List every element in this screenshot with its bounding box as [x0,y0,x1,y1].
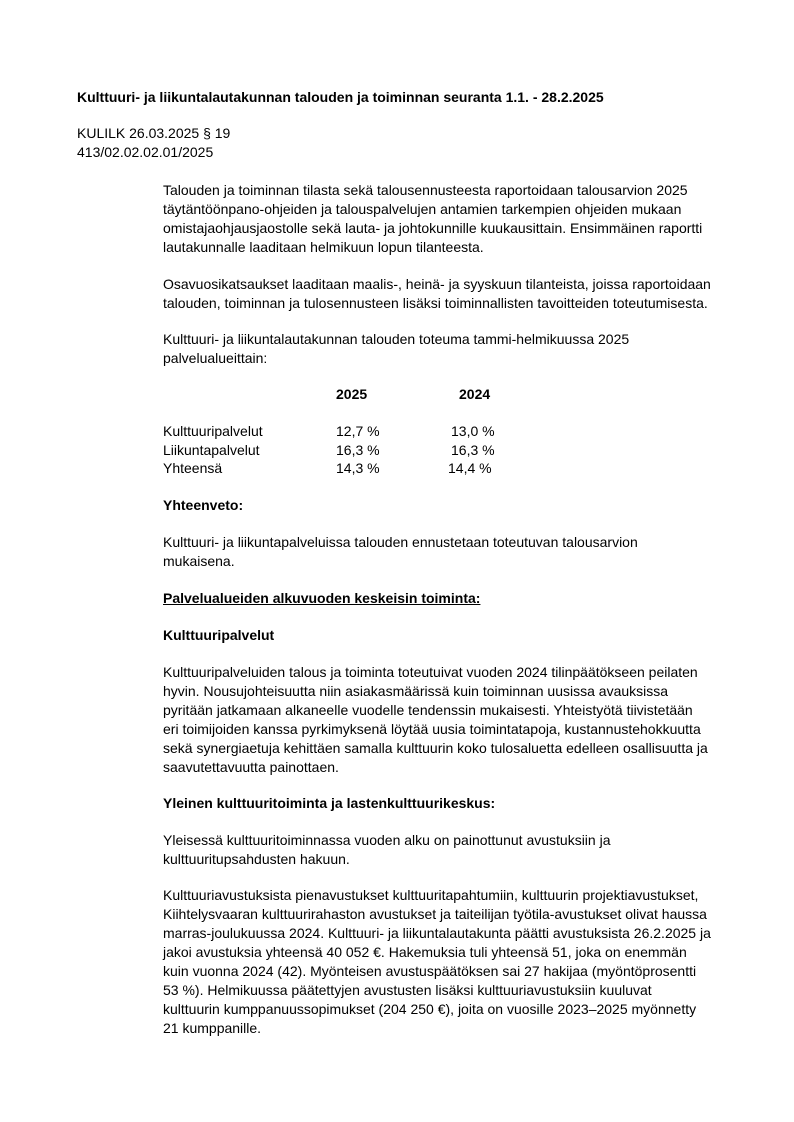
column-header-2025: 2025 [336,386,368,402]
text-line: 53 %). Helmikuussa päätettyjen avustusten lisäksi kulttuuriavustuksiin kuuluvat [163,982,652,998]
column-header-2024: 2024 [459,386,491,402]
row-value-2025: 14,3 % [336,460,380,476]
text-line: kuin vuonna 2024 (42). Myönteisen avustuspäätöksen sai 27 hakijaa (myöntöprosentti [163,963,697,979]
text-line: Kulttuuri- ja liikuntalautakunnan talouden toteuma tammi-helmikuussa 2025 [163,331,630,347]
row-value-2025: 16,3 % [336,442,380,458]
text-line: Kiihtelysvaaran kulttuurirahaston avustukset ja taiteilijan työtila-avustukset olivat haussa [163,906,707,922]
text-line: pyritään jatkamaan alkaneelle vuodelle tendenssin mukaisesti. Yhteistyötä tiivistetään [163,702,693,718]
interim-report-paragraph [163,275,711,313]
text-line: Osavuosikatsaukset laaditaan maalis-, heinä- ja syyskuun tilanteista, joissa raportoidaan [163,276,711,292]
text-line: lautakunnalle laaditaan helmikuun lopun tilanteesta. [163,239,484,255]
row-label: Kulttuuripalvelut [163,423,263,439]
row-label: Liikuntapalvelut [163,442,260,458]
text-line: Yleisessä kulttuuritoiminnassa vuoden alku on painottunut avustuksiin ja [163,832,611,848]
summary-paragraph [163,533,638,571]
summary-heading: Yhteenveto: [163,497,244,513]
meeting-reference: KULILK 26.03.2025 § 19 [77,125,231,141]
general-culture-heading: Yleinen kulttuuritoiminta ja lastenkulttuurikeskus: [163,795,496,811]
table-intro-paragraph [163,330,629,368]
text-line: eri toimijoiden kanssa pyrkimyksenä löytää uusia toimintatapoja, kustannustehokkuutta [163,721,701,737]
text-line: omistajaohjausjaostolle sekä lauta- ja johtokunnille kuukausittain. Ensimmäinen raportti [163,220,703,236]
row-value-2025: 12,7 % [336,423,380,439]
case-number: 413/02.02.02.01/2025 [77,144,214,160]
text-line: palvelualueittain: [163,350,268,366]
text-line: sekä synergiaetuja kehittäen samalla kulttuurin koko tulosaluetta edelleen osallisuutta ja [163,740,708,756]
text-line: 21 kumppanille. [163,1020,262,1036]
text-line: marras-joulukuussa 2024. Kulttuuri- ja liikuntalautakunta päätti avustuksista 26.2.2025 ja [163,925,711,941]
text-line: saavutettavuutta painottaen. [163,759,339,775]
document-title: Kulttuuri- ja liikuntalautakunnan talouden ja toiminnan seuranta 1.1. - 28.2.2025 [77,89,604,105]
culture-services-heading: Kulttuuripalvelut [163,627,275,643]
text-line: hyvin. Nousujohteisuutta niin asiakasmäärissä kuin toiminnan uusissa avauksissa [163,683,669,699]
culture-services-paragraph [163,663,708,777]
intro-paragraph [163,181,702,257]
row-value-2024: 13,0 % [451,423,495,439]
text-line: Kulttuuripalveluiden talous ja toiminta toteutuivat vuoden 2024 tilinpäätökseen peilaten [163,664,698,680]
text-line: talouden, toiminnan ja tulosennusteen lisäksi toiminnallisten tavoitteiden toteutumisesta. [163,295,708,311]
text-line: Talouden ja toiminnan tilasta sekä talousennusteesta raportoidaan talousarvion 2025 [163,182,688,198]
grants-paragraph [163,886,711,1038]
activities-heading: Palvelualueiden alkuvuoden keskeisin toiminta: [163,590,481,606]
text-line: mukaisena. [163,553,235,569]
text-line: Kulttuuriavustuksista pienavustukset kulttuuritapahtumiin, kulttuurin projektiavustukset, [163,887,699,903]
row-value-2024: 14,4 % [448,460,492,476]
text-line: jakoi avustuksia yhteensä 40 052 €. Hakemuksia tuli yhteensä 51, joka on enemmän [163,944,687,960]
row-label: Yhteensä [163,460,223,476]
text-line: täytäntöönpano-ohjeiden ja talouspalvelujen antamien tarkempien ohjeiden mukaan [163,201,682,217]
general-culture-paragraph [163,831,611,869]
text-line: Kulttuuri- ja liikuntapalveluissa talouden ennustetaan toteutuvan talousarvion [163,534,638,550]
text-line: kulttuuritupsahdusten hakuun. [163,851,350,867]
row-value-2024: 16,3 % [451,442,495,458]
text-line: kulttuurin kumppanuussopimukset (204 250 €), joita on vuosille 2023–2025 myönnetty [163,1001,697,1017]
